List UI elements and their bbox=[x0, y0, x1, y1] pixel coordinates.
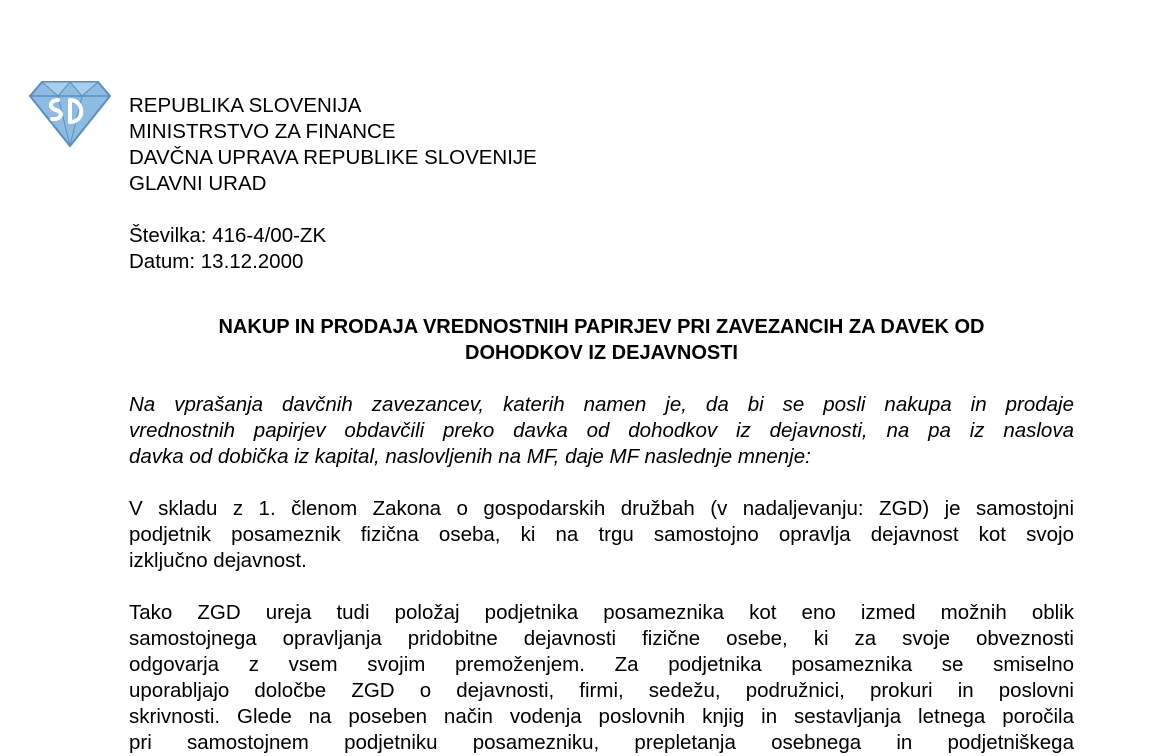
document-number: Številka: 416-4/00-ZK bbox=[129, 224, 327, 247]
header-line-ministry: MINISTRSTVO ZA FINANCE bbox=[129, 120, 396, 143]
header-line-republic: REPUBLIKA SLOVENIJA bbox=[129, 94, 362, 117]
paragraph-line: samostojnega opravljanja pridobitne dejavnosti fizične osebe, ki za svoje obveznosti bbox=[129, 627, 1074, 650]
intro-paragraph bbox=[129, 392, 1074, 470]
paragraph-line: skrivnosti. Glede na poseben način vodenja poslovnih knjig in sestavljanja letnega poročila bbox=[129, 705, 1074, 728]
paragraph-line: pri samostojnem podjetniku posamezniku, prepletanja osebnega in podjetniškega bbox=[129, 731, 1074, 754]
paragraph-line: V skladu z 1. členom Zakona o gospodarskih družbah (v nadaljevanju: ZGD) je samostojni bbox=[129, 497, 1074, 520]
header-line-office: GLAVNI URAD bbox=[129, 172, 267, 195]
paragraph-2 bbox=[129, 600, 1074, 756]
durs-logo-icon bbox=[28, 78, 112, 148]
document-title bbox=[129, 314, 1074, 366]
title-line-1: NAKUP IN PRODAJA VREDNOSTNIH PAPIRJEV PRI ZAVEZANCIH ZA DAVEK OD bbox=[218, 316, 985, 338]
document-date: Datum: 13.12.2000 bbox=[129, 250, 304, 273]
issuer-header bbox=[129, 93, 1074, 197]
paragraph-line: izključno dejavnost. bbox=[129, 549, 307, 572]
document-body bbox=[129, 93, 1074, 756]
title-line-2: DOHODKOV IZ DEJAVNOSTI bbox=[465, 342, 738, 364]
paragraph-line: odgovarja z vsem svojim premoženjem. Za podjetnika posameznika se smiselno bbox=[129, 653, 1074, 676]
intro-line: davka od dobička iz kapital, naslovljenih na MF, daje MF naslednje mnenje: bbox=[129, 445, 811, 468]
header-line-tax-admin: DAVČNA UPRAVA REPUBLIKE SLOVENIJE bbox=[129, 146, 537, 169]
intro-line: vrednostnih papirjev obdavčili preko davka od dohodkov iz dejavnosti, na pa iz naslova bbox=[129, 419, 1074, 442]
paragraph-line: Tako ZGD ureja tudi položaj podjetnika posameznika kot eno izmed možnih oblik bbox=[129, 601, 1074, 624]
paragraph-line: podjetnik posameznik fizična oseba, ki na trgu samostojno opravlja dejavnost kot svojo bbox=[129, 523, 1074, 546]
intro-line: Na vprašanja davčnih zavezancev, katerih namen je, da bi se posli nakupa in prodaje bbox=[129, 393, 1074, 416]
paragraph-line: uporabljajo določbe ZGD o dejavnosti, firmi, sedežu, podružnici, prokuri in poslovni bbox=[129, 679, 1074, 702]
paragraph-1 bbox=[129, 496, 1074, 574]
document-meta bbox=[129, 223, 1074, 275]
